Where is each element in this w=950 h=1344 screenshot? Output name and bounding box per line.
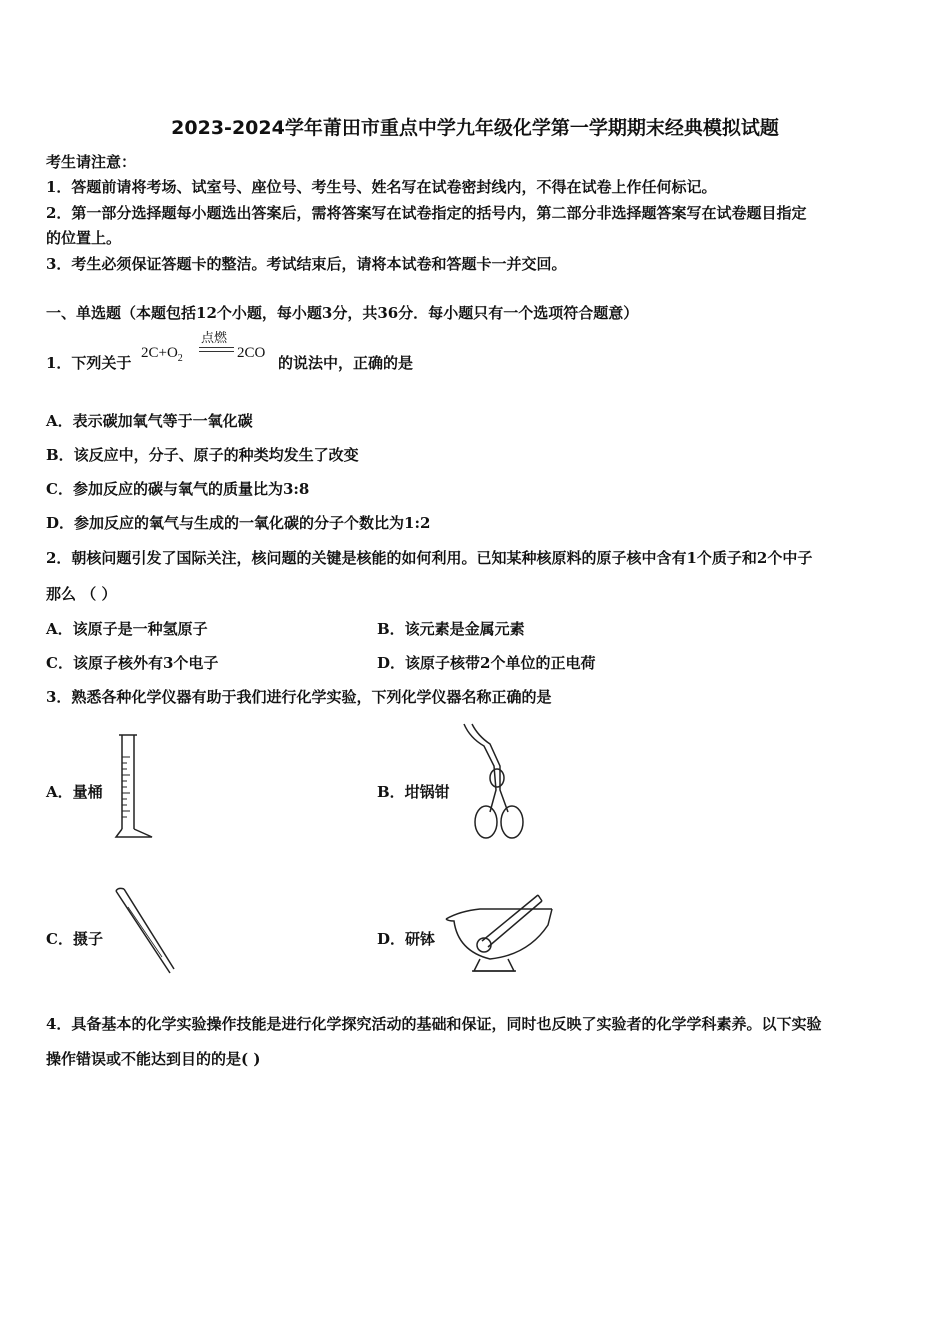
q1-option-c: C．参加反应的碳与氧气的质量比为3:8 [46, 480, 310, 498]
q3-option-a: A．量桶 [46, 783, 103, 801]
notice-item: 2．第一部分选择题每小题选出答案后，需将答案写在试卷指定的括号内，第二部分非选择题答案写在试卷题目指定 [46, 204, 807, 222]
equals-line [199, 351, 234, 352]
equals-line [199, 347, 234, 348]
notice-item: 3．考生必须保证答题卡的整洁。考试结束后，请将本试卷和答题卡一并交回。 [46, 255, 567, 273]
q3-option-c: C．摄子 [46, 930, 103, 948]
q2-stem: 那么 （ ） [46, 585, 117, 603]
q2-option-a: A．该原子是一种氢原子 [46, 620, 208, 638]
q4-stem: 操作错误或不能达到目的的是( ) [46, 1050, 261, 1068]
equation-left: $2C+O_2$ [141, 345, 183, 364]
equation-right: 2CO [237, 345, 266, 361]
q2-option-c: C．该原子核外有3个电子 [46, 654, 219, 672]
q2-stem: 2．朝核问题引发了国际关注，核问题的关键是核能的如何利用。已知某种核原料的原子核中含有1个质子和2个中子 [46, 549, 813, 567]
page-title: 2023-2024学年莆田市重点中学九年级化学第一学期期末经典模拟试题 [171, 117, 779, 139]
q3-stem: 3．熟悉各种化学仪器有助于我们进行化学实验，下列化学仪器名称正确的是 [46, 688, 552, 706]
q1-prefix: 1．下列关于 [46, 354, 132, 372]
q2-option-d: D．该原子核带2个单位的正电荷 [377, 654, 596, 672]
q3-option-b: B．坩锅钳 [377, 783, 450, 801]
q4-stem: 4．具备基本的化学实验操作技能是进行化学探究活动的基础和保证，同时也反映了实验者的化学学科素养。以下实验 [46, 1015, 822, 1033]
q1-option-b: B．该反应中，分子、原子的种类均发生了改变 [46, 446, 359, 464]
notice-item: 的位置上。 [46, 229, 122, 247]
graduated-cylinder-image [108, 733, 158, 843]
q1-option-a: A．表示碳加氧气等于一氧化碳 [46, 412, 253, 430]
notice-heading: 考生请注意： [46, 153, 137, 171]
reaction-condition: 点燃 [201, 331, 228, 346]
section-heading: 一、单选题（本题包括12个小题，每小题3分，共36分．每小题只有一个选项符合题意） [46, 304, 639, 322]
q2-option-b: B．该元素是金属元素 [377, 620, 525, 638]
crucible-tongs-image [460, 722, 535, 842]
tweezers-image [110, 885, 185, 980]
q3-option-d: D．研钵 [377, 930, 436, 948]
q1-suffix: 的说法中，正确的是 [278, 354, 414, 372]
q1-option-d: D．参加反应的氧气与生成的一氧化碳的分子个数比为1:2 [46, 514, 431, 532]
notice-item: 1．答题前请将考场、试室号、座位号、考生号、姓名写在试卷密封线内，不得在试卷上作任何标记。 [46, 178, 717, 196]
mortar-and-pestle-image [440, 885, 560, 980]
